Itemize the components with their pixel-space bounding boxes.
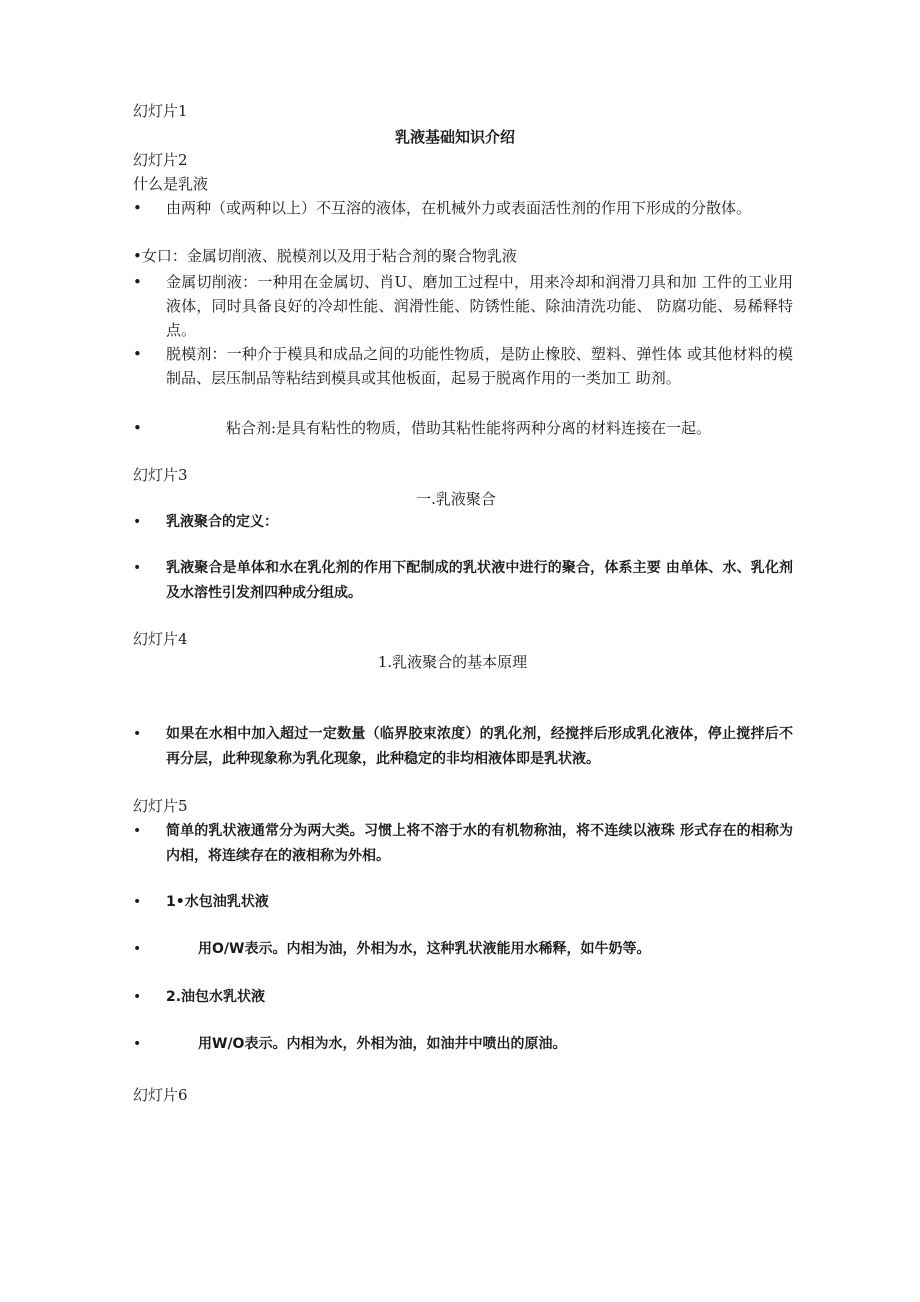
slide-2-bullet-4	[133, 342, 793, 390]
slide-5-bullet-4	[133, 985, 793, 1010]
slide-6-label: 幻灯片6	[133, 1086, 188, 1104]
bullet-dot: •	[133, 726, 142, 742]
slide-2-heading: 什么是乳液	[133, 175, 209, 193]
bullet-dot: •	[133, 560, 142, 576]
bullet-text: 粘合剂:是具有粘性的物质，借助其粘性能将两种分离的材料连接在一起。	[226, 419, 712, 437]
bullet-text: 如果在水相中加入超过一定数量（临界胶束浓度）的乳化剂，经搅拌后形成乳化液体，停止搅拌后不再分层，此种现象称为乳化现象，此种稳定的非均相液体即是乳状液。	[166, 726, 793, 767]
bullet-dot: •	[133, 989, 142, 1005]
bullet-dot: •	[133, 1036, 142, 1052]
bullet-text: 脱模剂：一种介于模具和成品之间的功能性物质，是防止橡胶、塑料、弹性体 或其他材料的模制品、层压制品等粘结到模具或其他板面，起易于脱离作用的一类加工 助剂。	[166, 345, 793, 387]
slide-5-label: 幻灯片5	[133, 797, 188, 815]
slide-3-bullet-2	[133, 556, 793, 606]
slide-3-label: 幻灯片3	[133, 466, 188, 484]
slide-3-title: 一.乳液聚合	[416, 490, 496, 508]
slide-3-bullet-1	[133, 510, 793, 535]
bullet-dot: •	[133, 345, 142, 363]
slide-4-label: 幻灯片4	[133, 630, 188, 648]
bullet-text: 简单的乳状液通常分为两大类。习惯上将不溶于水的有机物称油，将不连续以液珠 形式存在的相称为内相，将连续存在的液相称为外相。	[166, 823, 793, 864]
bullet-text: 乳液聚合是单体和水在乳化剂的作用下配制成的乳状液中进行的聚合，体系主要 由单体、水、乳化剂及水溶性引发剂四种成分组成。	[166, 560, 793, 601]
slide-5-bullet-2	[133, 890, 793, 915]
bullet-text: 由两种（或两种以上）不互溶的液体，在机械外力或表面活性剂的作用下形成的分散体。	[166, 199, 752, 217]
bullet-text: 2.油包水乳状液	[166, 989, 266, 1005]
slide-2-bullet-1	[133, 196, 793, 220]
bullet-text: 1•水包油乳状液	[166, 894, 269, 910]
bullet-dot: •	[133, 273, 142, 291]
slide-2-bullet-3	[133, 270, 793, 342]
slide-2-label: 幻灯片2	[133, 151, 188, 169]
slide-5-bullet-3	[133, 937, 793, 962]
slide-5-bullet-5	[133, 1032, 793, 1057]
bullet-text: 乳液聚合的定义：	[166, 514, 278, 530]
slide-1-label: 幻灯片1	[133, 102, 188, 120]
slide-4-bullet-1	[133, 722, 793, 772]
slide-2-examples: •女口：金属切削液、脱模剂以及用于粘合剂的聚合物乳液	[133, 247, 517, 265]
bullet-dot: •	[133, 941, 142, 957]
bullet-dot: •	[133, 823, 142, 839]
slide-2-bullet-5	[133, 416, 793, 440]
slide-5-bullet-1	[133, 819, 793, 869]
bullet-dot: •	[133, 894, 142, 910]
slide-1-title: 乳液基础知识介绍	[394, 128, 515, 146]
bullet-text: 用O/W表示。内相为油，外相为水，这种乳状液能用水稀释，如牛奶等。	[198, 941, 651, 957]
bullet-text: 用W/O表示。内相为水，外相为油，如油井中喷出的原油。	[198, 1036, 567, 1052]
bullet-text: 金属切削液：一种用在金属切、肖U、磨加工过程中，用来冷却和润滑刀具和加 工件的工业用液体，同时具备良好的冷却性能、润滑性能、防锈性能、除油清洗功能、 防腐功能、易稀释特点。	[166, 273, 793, 339]
slide-4-title: 1.乳液聚合的基本原理	[377, 653, 528, 671]
bullet-dot: •	[133, 419, 142, 437]
bullet-dot: •	[133, 199, 142, 217]
bullet-dot: •	[133, 514, 142, 530]
